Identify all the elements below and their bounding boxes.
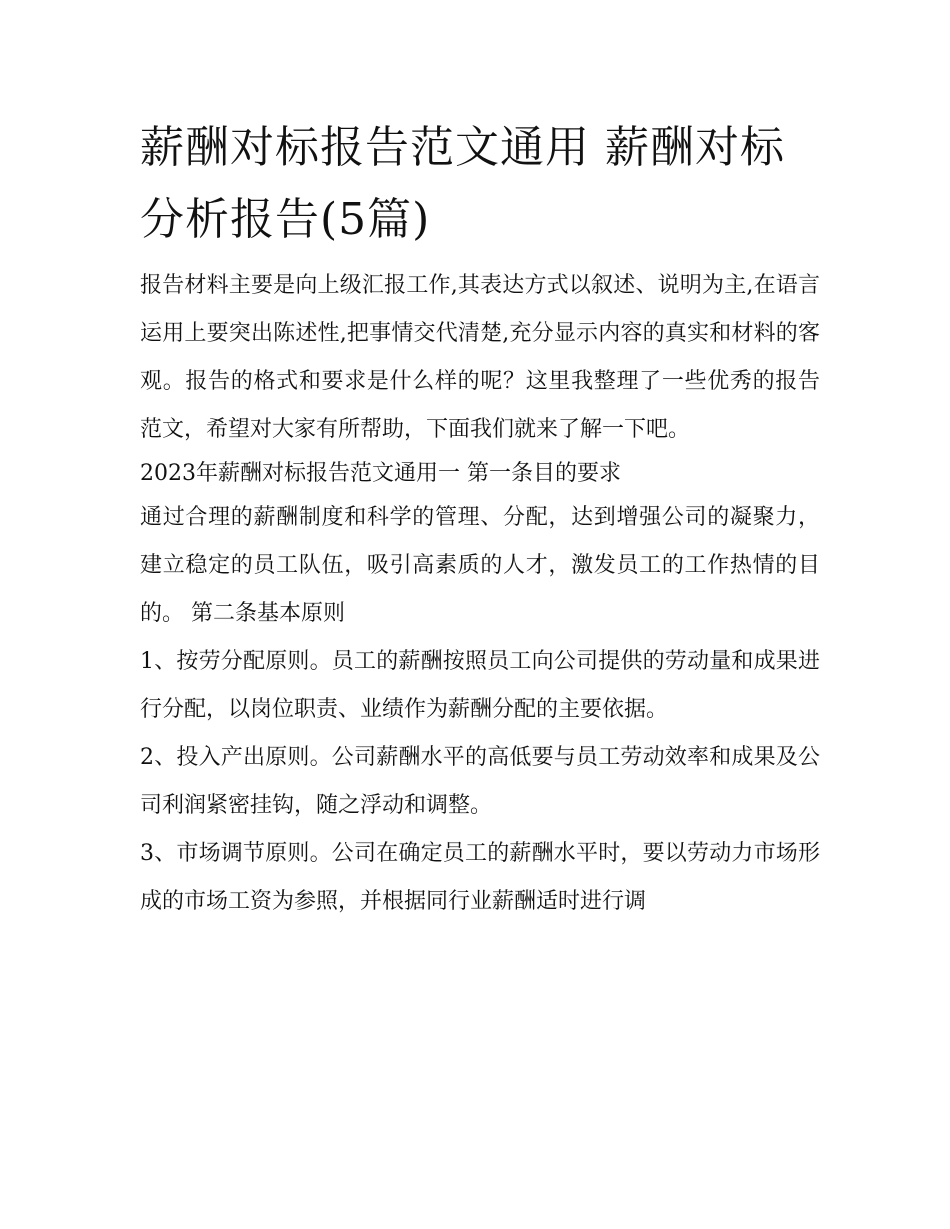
document-page: [140, 112, 820, 926]
purpose-paragraph: 通过合理的薪酬制度和科学的管理、分配，达到增强公司的凝聚力，建立稳定的员工队伍，吸引高素质的人才，激发员工的工作热情的目的。 第二条基本原则: [140, 505, 820, 626]
principle-paragraph-2: 2、投入产出原则。公司薪酬水平的高低要与员工劳动效率和成果及公司利润紧密挂钩，随之浮动和调整。: [140, 745, 820, 818]
principle-paragraph-1: 1、按劳分配原则。员工的薪酬按照员工向公司提供的劳动量和成果进行分配，以岗位职责、业绩作为薪酬分配的主要依据。: [140, 649, 820, 722]
document-title: 薪酬对标报告范文通用 薪酬对标分析报告(5篇): [140, 122, 785, 245]
section-heading: 2023年薪酬对标报告范文通用一 第一条目的要求: [140, 461, 621, 486]
principle-paragraph-3: 3、市场调节原则。公司在确定员工的薪酬水平时，要以劳动力市场形成的市场工资为参照，并根据同行业薪酬适时进行调: [140, 841, 820, 914]
intro-paragraph: 报告材料主要是向上级汇报工作,其表达方式以叙述、说明为主,在语言运用上要突出陈述性,把事情交代清楚,充分显示内容的真实和材料的客观。报告的格式和要求是什么样的呢？这里我整理了一些优秀的报告范文，希望对大家有所帮助，下面我们就来了解一下吧。: [140, 273, 820, 442]
